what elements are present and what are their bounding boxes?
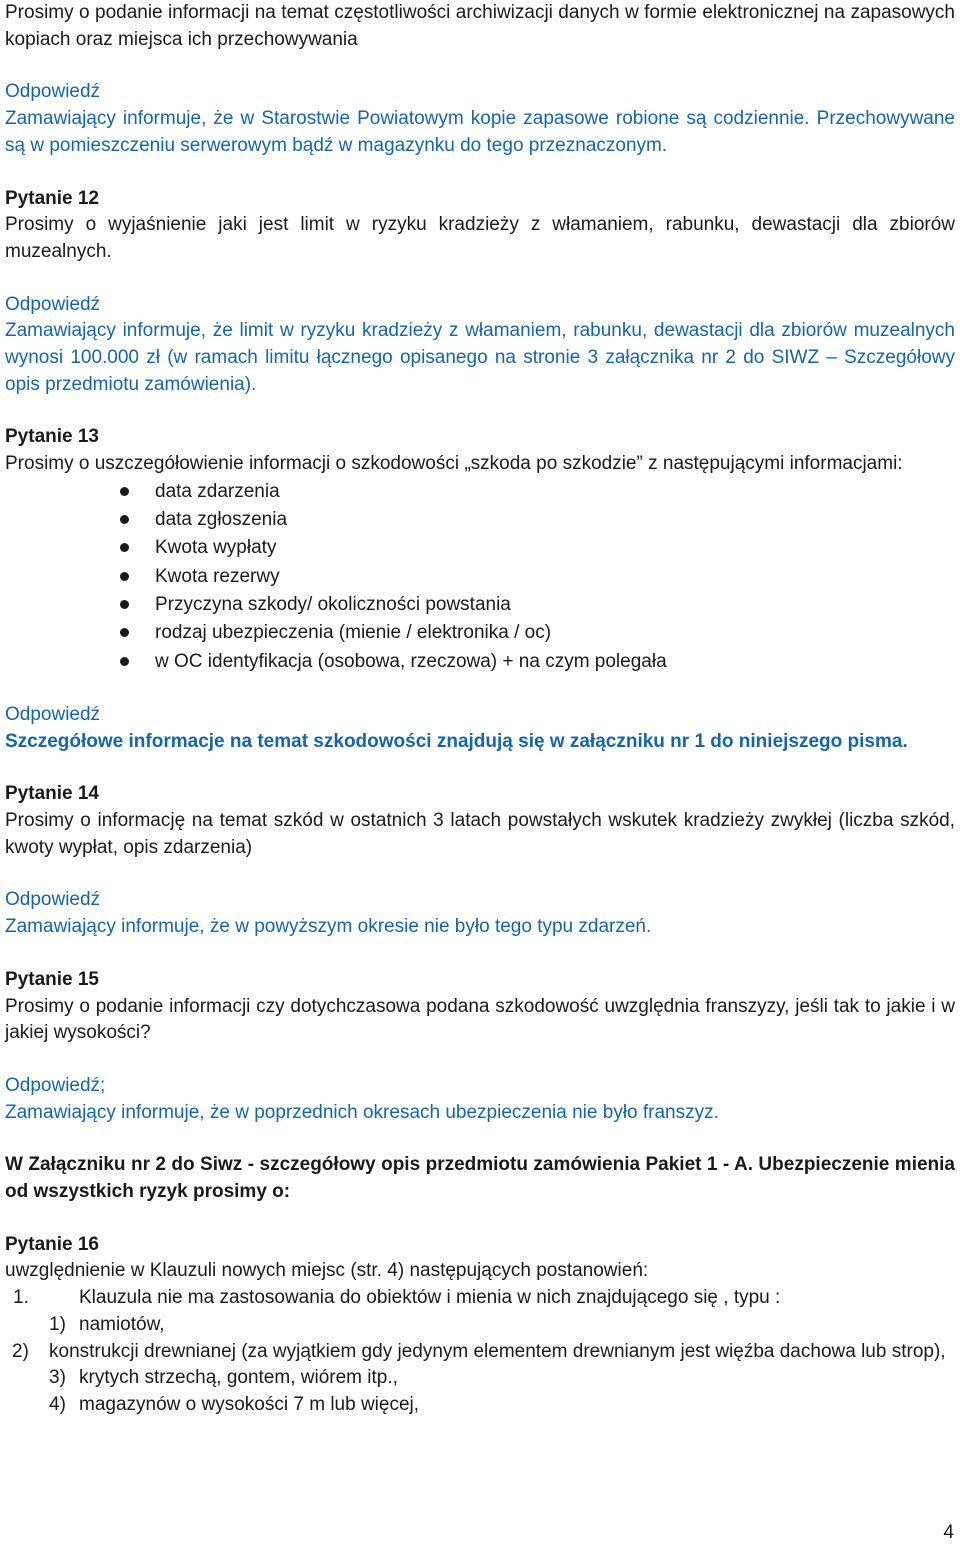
q16-intro: uwzględnienie w Klauzuli nowych miejsc (str. 4) następujących postanowień: <box>5 1260 649 1282</box>
list-item: Przyczyna szkody/ okoliczności powstania <box>5 591 955 619</box>
q14-question: Prosimy o informację na temat szkód w ostatnich 3 latach powstałych wskutek kradzieży zwykłej (liczba szkód, kwoty wypłat, opis zdarzenia) <box>5 810 955 858</box>
item-text: konstrukcji drewnianej (za wyjątkiem gdy jedynym elementem drewnianym jest więźba dachowa lub strop), <box>49 1340 946 1362</box>
q15-heading: Pytanie 15 <box>5 968 99 990</box>
page-number: 4 <box>943 1522 954 1543</box>
q15-answer: Zamawiający informuje, że w poprzednich okresach ubezpieczenia nie było franszyz. <box>5 1101 719 1123</box>
q14-answer-heading: Odpowiedź <box>5 889 101 911</box>
intro-answer: Zamawiający informuje, że w Starostwie Powiatowym kopie zapasowe robione są codziennie. Przechowywane są w pomieszczeniu serwerowym bądź w magazynku do tego przeznaczonym. <box>5 108 955 156</box>
q14-heading: Pytanie 14 <box>5 783 99 805</box>
section-title: W Załączniku nr 2 do Siwz - szczegółowy opis przedmiotu zamówienia Pakiet 1 - A. Ubezpieczenie mienia od wszystkich ryzyk prosimy o: <box>5 1154 955 1203</box>
q16-subitem <box>5 1365 955 1392</box>
intro-question: Prosimy o podanie informacji na temat częstotliwości archiwizacji danych w formie elektronicznej na zapasowych kopiach oraz miejsca ich przechowywania <box>5 2 955 50</box>
q13-heading: Pytanie 13 <box>5 426 99 448</box>
q16-heading: Pytanie 16 <box>5 1233 99 1255</box>
q13-answer-heading: Odpowiedź <box>5 703 101 725</box>
item-number: 4) <box>49 1393 66 1415</box>
q12-heading: Pytanie 12 <box>5 187 99 209</box>
list-item: Kwota rezerwy <box>5 563 955 591</box>
q16-item-1 <box>5 1285 955 1312</box>
item-number: 1) <box>49 1313 66 1335</box>
item-number: 1. <box>13 1287 29 1309</box>
item-text: krytych strzechą, gontem, wiórem itp., <box>79 1367 398 1389</box>
item-text: namiotów, <box>79 1313 165 1335</box>
list-item: Kwota wypłaty <box>5 534 955 562</box>
q13-list <box>5 478 955 676</box>
q12-question: Prosimy o wyjaśnienie jaki jest limit w ryzyku kradzieży z włamaniem, rabunku, dewastacji dla zbiorów muzealnych. <box>5 214 955 262</box>
q13-question: Prosimy o uszczegółowienie informacji o szkodowości „szkoda po szkodzie” z następującymi informacjami: <box>5 453 903 475</box>
document-page <box>5 0 955 1419</box>
q13-answer: Szczegółowe informacje na temat szkodowości znajdują się w załączniku nr 1 do niniejszego pisma. <box>5 730 908 752</box>
item-text: magazynów o wysokości 7 m lub więcej, <box>79 1393 420 1415</box>
list-item: data zgłoszenia <box>5 506 955 534</box>
q14-answer: Zamawiający informuje, że w powyższym okresie nie było tego typu zdarzeń. <box>5 916 652 938</box>
q12-answer-heading: Odpowiedź <box>5 293 101 315</box>
q15-answer-heading: Odpowiedź; <box>5 1074 106 1096</box>
item-number: 3) <box>49 1367 66 1389</box>
list-item: data zdarzenia <box>5 478 955 506</box>
item-text: Klauzula nie ma zastosowania do obiektów i mienia w nich znajdującego się , typu : <box>79 1287 781 1309</box>
intro-answer-heading: Odpowiedź <box>5 81 101 103</box>
q16-subitem <box>5 1312 955 1339</box>
q16-subitem <box>5 1339 955 1366</box>
q15-question: Prosimy o podanie informacji czy dotychczasowa podana szkodowość uwzględnia franszyzy, jeśli tak to jakie i w jakiej wysokości? <box>5 995 955 1044</box>
list-item: w OC identyfikacja (osobowa, rzeczowa) + na czym polegała <box>5 648 955 676</box>
q12-answer: Zamawiający informuje, że limit w ryzyku kradzieży z włamaniem, rabunku, dewastacji dla zbiorów muzealnych wynosi 100.000 zł (w ramach limitu łącznego opisanego na stronie 3 załącznika nr 2 do SIWZ – Szczegółowy opis przedmiotu zamówienia). <box>5 320 955 395</box>
list-item: rodzaj ubezpieczenia (mienie / elektronika / oc) <box>5 619 955 647</box>
item-number: 2) <box>12 1340 29 1362</box>
q16-subitem <box>5 1392 955 1419</box>
